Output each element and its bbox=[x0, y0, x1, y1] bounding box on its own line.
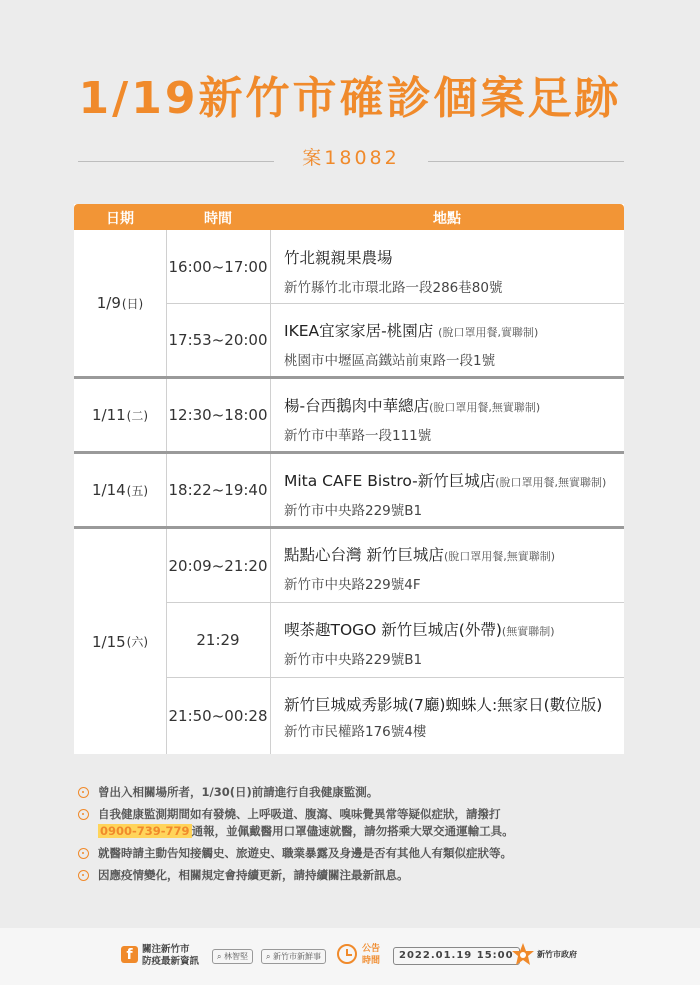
place-note: (脫口罩用餐,無實聯制) bbox=[429, 401, 541, 414]
bullet-icon bbox=[78, 809, 89, 820]
place-address: 新竹市中華路一段111號 bbox=[284, 428, 432, 444]
place-name-text: IKEA宜家家居-桃園店 bbox=[284, 322, 434, 340]
clock-icon bbox=[337, 944, 357, 964]
column-divider bbox=[270, 230, 271, 754]
time-cell: 16:00~17:00 bbox=[168, 257, 268, 276]
date-cell bbox=[74, 454, 166, 526]
place-cell bbox=[284, 394, 620, 444]
weekday: (日) bbox=[121, 296, 144, 311]
footprint-table bbox=[74, 204, 624, 754]
time-cell: 12:30~18:00 bbox=[168, 406, 268, 424]
place-cell bbox=[284, 319, 620, 369]
facebook-icon[interactable]: f bbox=[121, 946, 138, 963]
date-cell bbox=[74, 379, 166, 451]
notice-text: 自我健康監測期間如有發燒、上呼吸道、腹瀉、嗅味覺異常等疑似症狀，請撥打 bbox=[98, 807, 501, 821]
notice-item bbox=[78, 806, 638, 840]
hotline-number[interactable]: 0900-739-779 bbox=[100, 824, 190, 838]
date-value: 1/15 bbox=[91, 632, 126, 651]
place-name bbox=[284, 693, 620, 715]
date-value: 1/11 bbox=[91, 406, 126, 424]
date-cell bbox=[74, 529, 166, 754]
notice-text: 就醫時請主動告知接觸史、旅遊史、職業暴露及身邊是否有其他人有類似症狀等。 bbox=[98, 846, 512, 860]
notice-text: 曾出入相關場所者，1/30(日)前請進行自我健康監測。 bbox=[98, 785, 379, 799]
time-cell: 18:22~19:40 bbox=[168, 481, 268, 499]
place-name bbox=[284, 246, 620, 268]
weekday: (二) bbox=[126, 408, 149, 423]
place-cell bbox=[284, 693, 620, 740]
search-tag-news[interactable]: ⌕ 新竹市新鮮事 bbox=[261, 949, 326, 964]
place-address: 新竹市中央路229號B1 bbox=[284, 503, 423, 519]
weekday: (五) bbox=[126, 483, 149, 498]
notice-text: 因應疫情變化，相關規定會持續更新，請持續關注最新訊息。 bbox=[98, 868, 409, 882]
place-name bbox=[284, 543, 620, 565]
place-address: 新竹市民權路176號4樓 bbox=[284, 724, 427, 740]
place-name bbox=[284, 618, 620, 640]
notice-item bbox=[78, 867, 638, 884]
place-name bbox=[284, 394, 620, 416]
case-header bbox=[78, 143, 624, 173]
place-address: 新竹市中央路229號4F bbox=[284, 577, 421, 593]
place-note: (脫口罩用餐,無實聯制) bbox=[495, 476, 607, 489]
footer bbox=[0, 928, 700, 985]
search-tag-mayor[interactable]: ⌕ 林智堅 bbox=[212, 949, 253, 964]
header-date: 日期 bbox=[106, 211, 134, 227]
place-cell bbox=[284, 543, 620, 593]
place-name-text: 點點心台灣 新竹巨城店 bbox=[284, 546, 444, 564]
header-place: 地點 bbox=[433, 211, 461, 227]
place-name bbox=[284, 469, 620, 491]
place-address: 桃園市中壢區高鐵站前東路一段1號 bbox=[284, 353, 496, 369]
place-note: (無實聯制) bbox=[501, 625, 555, 638]
bullet-icon bbox=[78, 848, 89, 859]
place-name-text: Mita CAFE Bistro-新竹巨城店 bbox=[284, 472, 496, 490]
place-cell bbox=[284, 469, 620, 519]
notice-item bbox=[78, 845, 638, 862]
place-name-text: 楊-台西鵝肉中華總店 bbox=[284, 397, 430, 415]
place-cell bbox=[284, 246, 620, 296]
place-note: (脫口罩用餐,實聯制) bbox=[438, 326, 539, 339]
place-cell bbox=[284, 618, 620, 668]
case-number: 案18082 bbox=[302, 147, 400, 169]
hsinchu-logo-icon bbox=[511, 942, 535, 966]
follow-line-2: 防疫最新資訊 bbox=[142, 956, 200, 967]
search-tag-text: 林智堅 bbox=[224, 952, 249, 961]
place-name-text: 竹北親親果農場 bbox=[284, 249, 393, 267]
header-time: 時間 bbox=[204, 211, 232, 227]
place-name-text: 新竹巨城威秀影城(7廳)蜘蛛人:無家日(數位版) bbox=[284, 696, 603, 714]
place-name-text: 喫茶趣TOGO 新竹巨城店(外帶) bbox=[284, 621, 502, 639]
follow-line-1: 關注新竹市 bbox=[142, 944, 190, 955]
government-name: 新竹市政府 bbox=[537, 950, 577, 959]
place-note: (脫口罩用餐,無實聯制) bbox=[443, 550, 556, 563]
bullet-icon bbox=[78, 870, 89, 881]
notice-text: 通報，並佩戴醫用口罩儘速就醫，請勿搭乘大眾交通運輸工具。 bbox=[191, 824, 514, 838]
time-cell: 17:53~20:00 bbox=[168, 331, 268, 349]
notice-list bbox=[78, 784, 638, 889]
place-name bbox=[284, 319, 620, 341]
search-tag-text: 新竹市新鮮事 bbox=[273, 952, 322, 961]
date-value: 1/9 bbox=[96, 294, 121, 312]
place-address: 新竹縣竹北市環北路一段286巷80號 bbox=[284, 280, 503, 296]
divider-right bbox=[428, 161, 624, 162]
bullet-icon bbox=[78, 787, 89, 798]
time-cell: 20:09~21:20 bbox=[168, 556, 268, 575]
page-title: 1/19新竹市確診個案足跡 bbox=[78, 73, 622, 124]
time-cell: 21:29 bbox=[196, 631, 240, 649]
place-address: 新竹市中央路229號B1 bbox=[284, 652, 423, 668]
date-cell bbox=[74, 230, 166, 376]
weekday: (六) bbox=[126, 635, 149, 649]
table-header bbox=[74, 204, 624, 230]
announce-label-1: 公告 bbox=[362, 944, 381, 954]
announce-time: 2022.01.19 15:00 bbox=[393, 947, 520, 965]
time-cell: 21:50~00:28 bbox=[168, 707, 268, 725]
date-value: 1/14 bbox=[91, 481, 126, 499]
notice-item bbox=[78, 784, 638, 801]
announce-label-2: 時間 bbox=[362, 956, 381, 966]
